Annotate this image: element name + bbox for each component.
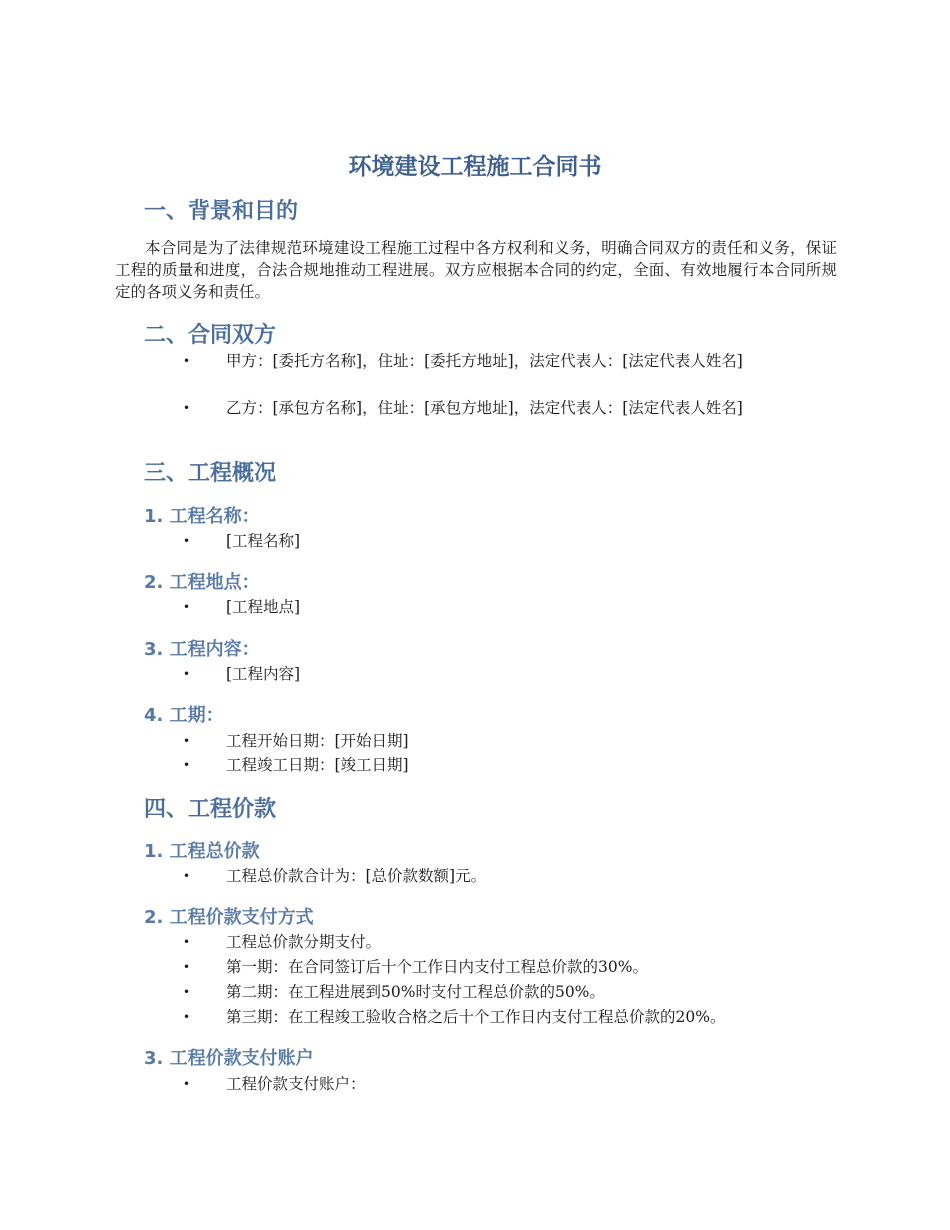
list-item-text: 工程开始日期：[开始日期] <box>226 732 409 750</box>
list-item-text: 第二期：在工程进展到50%时支付工程总价款的50%。 <box>226 983 605 1001</box>
section-heading-overview: 三、工程概况 <box>144 461 277 486</box>
list-item-text: 第一期：在合同签订后十个工作日内支付工程总价款的30%。 <box>226 958 648 976</box>
party-b-text: 乙方：[承包方名称]，住址：[承包方地址]，法定代表人：[法定代表人姓名] <box>226 399 743 417</box>
bullet-icon: • <box>183 935 191 949</box>
subheading-duration: 4. 工期： <box>144 705 224 726</box>
section-heading-parties: 二、合同双方 <box>144 323 277 348</box>
subheading-total-price: 1. 工程总价款 <box>144 841 260 862</box>
list-item <box>150 350 840 372</box>
list-item <box>150 981 840 1003</box>
bullet-icon: • <box>183 667 191 681</box>
subheading-payment-account: 3. 工程价款支付账户 <box>144 1048 314 1069</box>
bullet-icon: • <box>183 758 191 772</box>
list-item <box>150 530 840 552</box>
list-item <box>150 865 840 887</box>
subheading-project-location: 2. 工程地点： <box>144 572 260 593</box>
list-item-text: 工程竣工日期：[竣工日期] <box>226 756 409 774</box>
list-item <box>150 1006 840 1028</box>
list-item-text: 第三期：在工程竣工验收合格之后十个工作日内支付工程总价款的20%。 <box>226 1008 726 1026</box>
subheading-project-content: 3. 工程内容： <box>144 639 260 660</box>
bullet-icon: • <box>183 869 191 883</box>
bullet-icon: • <box>183 734 191 748</box>
list-item <box>150 596 840 618</box>
list-item <box>150 663 840 685</box>
list-item-text: 工程价款支付账户： <box>226 1075 366 1093</box>
bullet-icon: • <box>183 1077 191 1091</box>
bullet-icon: • <box>183 600 191 614</box>
list-item-text: 工程总价款合计为：[总价款数额]元。 <box>226 867 487 885</box>
section-heading-background: 一、背景和目的 <box>144 199 299 224</box>
list-item-text: [工程内容] <box>226 665 301 683</box>
list-item <box>150 754 840 776</box>
bullet-icon: • <box>183 354 191 368</box>
list-item <box>150 397 840 419</box>
list-item <box>150 730 840 752</box>
background-paragraph: 本合同是为了法律规范环境建设工程施工过程中各方权利和义务，明确合同双方的责任和义务，保证工程的质量和进度，合法合规地推动工程进展。双方应根据本合同的约定，全面、有效地履行本合同所规定的各项义务和责任。 <box>115 239 837 301</box>
list-item-text: [工程地点] <box>226 598 301 616</box>
party-a-text: 甲方：[委托方名称]，住址：[委托方地址]，法定代表人：[法定代表人姓名] <box>226 352 743 370</box>
subheading-project-name: 1. 工程名称： <box>144 506 260 527</box>
bullet-icon: • <box>183 401 191 415</box>
bullet-icon: • <box>183 985 191 999</box>
subheading-payment-method: 2. 工程价款支付方式 <box>144 907 314 928</box>
list-item-text: [工程名称] <box>226 532 301 550</box>
list-item <box>150 931 840 953</box>
bullet-icon: • <box>183 534 191 548</box>
list-item <box>150 956 840 978</box>
section-heading-price: 四、工程价款 <box>144 797 277 822</box>
list-item-text: 工程总价款分期支付。 <box>226 933 382 951</box>
bullet-icon: • <box>183 1010 191 1024</box>
list-item <box>150 1073 840 1095</box>
document-title: 环境建设工程施工合同书 <box>348 154 602 180</box>
bullet-icon: • <box>183 960 191 974</box>
